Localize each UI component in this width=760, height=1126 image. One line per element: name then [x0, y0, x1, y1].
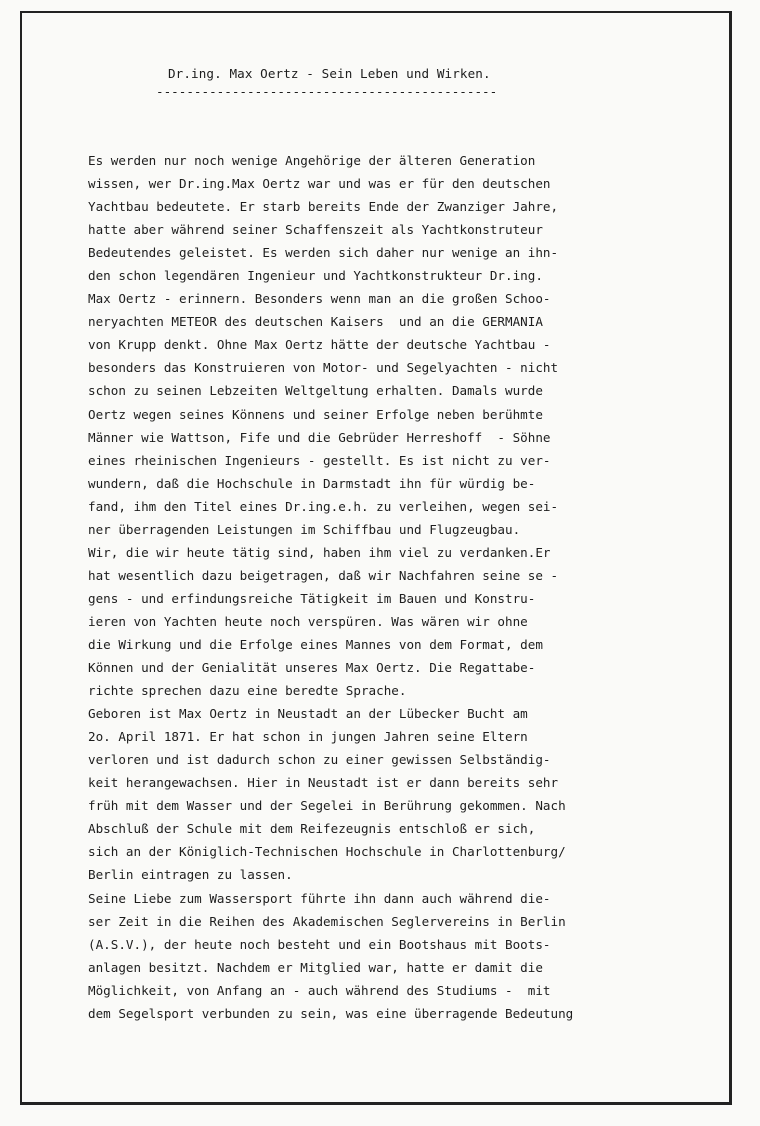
- text-line: Bedeutendes geleistet. Es werden sich daher nur wenige an ihn-: [88, 245, 559, 261]
- text-line: ner überragenden Leistungen im Schiffbau und Flugzeugbau.: [88, 521, 521, 537]
- text-line: Yachtbau bedeutete. Er starb bereits Ende der Zwanziger Jahre,: [88, 199, 559, 215]
- text-line: Max Oertz - erinnern. Besonders wenn man an die großen Schoo-: [88, 291, 551, 307]
- text-line: von Krupp denkt. Ohne Max Oertz hätte der deutsche Yachtbau -: [88, 337, 551, 353]
- text-line: Abschluß der Schule mit dem Reifezeugnis entschloß er sich,: [88, 821, 536, 837]
- text-line: Geboren ist Max Oertz in Neustadt an der Lübecker Bucht am: [88, 706, 528, 722]
- text-line: eines rheinischen Ingenieurs - gestellt. Es ist nicht zu ver-: [88, 452, 551, 468]
- text-line: Es werden nur noch wenige Angehörige der älteren Generation: [88, 153, 536, 168]
- text-line: die Wirkung und die Erfolge eines Mannes von dem Format, dem: [88, 636, 543, 652]
- text-line: anlagen besitzt. Nachdem er Mitglied war, hatte er damit die: [88, 959, 543, 975]
- text-line: hat wesentlich dazu beigetragen, daß wir Nachfahren seine se -: [88, 567, 559, 583]
- text-line: Seine Liebe zum Wassersport führte ihn dann auch während die-: [88, 890, 551, 906]
- text-line: Möglichkeit, von Anfang an - auch während des Studiums - mit: [88, 982, 551, 998]
- text-line: (A.S.V.), der heute noch besteht und ein Bootshaus mit Boots-: [88, 936, 551, 952]
- text-line: keit herangewachsen. Hier in Neustadt ist er dann bereits sehr: [88, 775, 559, 791]
- text-line: 2o. April 1871. Er hat schon in jungen Jahren seine Eltern: [88, 729, 528, 745]
- text-line: Berlin eintragen zu lassen.: [88, 867, 293, 883]
- text-line: ser Zeit in die Reihen des Akademischen Seglervereins in Berlin: [88, 913, 566, 929]
- text-line: gens - und erfindungsreiche Tätigkeit im Bauen und Konstru-: [88, 590, 536, 606]
- text-line: neryachten METEOR des deutschen Kaisers und an die GERMANIA: [88, 314, 543, 330]
- text-line: Oertz wegen seines Könnens und seiner Erfolge neben berühmte: [88, 406, 543, 422]
- text-line: dem Segelsport verbunden zu sein, was eine überragende Bedeutung: [88, 1005, 574, 1021]
- text-line: wundern, daß die Hochschule in Darmstadt ihn für würdig be-: [88, 475, 536, 491]
- text-line: ieren von Yachten heute noch verspüren. Was wären wir ohne: [88, 613, 528, 629]
- text-line: Wir, die wir heute tätig sind, haben ihm viel zu verdanken.Er: [88, 544, 551, 560]
- text-line: hatte aber während seiner Schaffenszeit als Yachtkonstruteur: [88, 222, 543, 238]
- text-line: verloren und ist dadurch schon zu einer gewissen Selbständig-: [88, 752, 551, 768]
- title-underline: ---------------------------------------------: [156, 84, 498, 99]
- text-line: Können und der Genialität unseres Max Oertz. Die Regattabe-: [88, 660, 536, 676]
- body-text: [88, 149, 678, 1025]
- text-line: besonders das Konstruieren von Motor- und Segelyachten - nicht: [88, 360, 559, 376]
- text-line: schon zu seinen Lebzeiten Weltgeltung erhalten. Damals wurde: [88, 383, 543, 399]
- text-line: früh mit dem Wasser und der Segelei in Berührung gekommen. Nach: [88, 798, 566, 814]
- text-line: richte sprechen dazu eine beredte Sprache.: [88, 683, 407, 699]
- text-line: den schon legendären Ingenieur und Yachtkonstrukteur Dr.ing.: [88, 268, 543, 284]
- text-line: fand, ihm den Titel eines Dr.ing.e.h. zu verleihen, wegen sei-: [88, 498, 559, 514]
- document-title: Dr.ing. Max Oertz - Sein Leben und Wirken.: [168, 66, 491, 81]
- text-line: sich an der Königlich-Technischen Hochschule in Charlottenburg/: [88, 844, 566, 860]
- text-line: wissen, wer Dr.ing.Max Oertz war und was er für den deutschen: [88, 176, 551, 192]
- text-line: Männer wie Wattson, Fife und die Gebrüder Herreshoff - Söhne: [88, 429, 551, 445]
